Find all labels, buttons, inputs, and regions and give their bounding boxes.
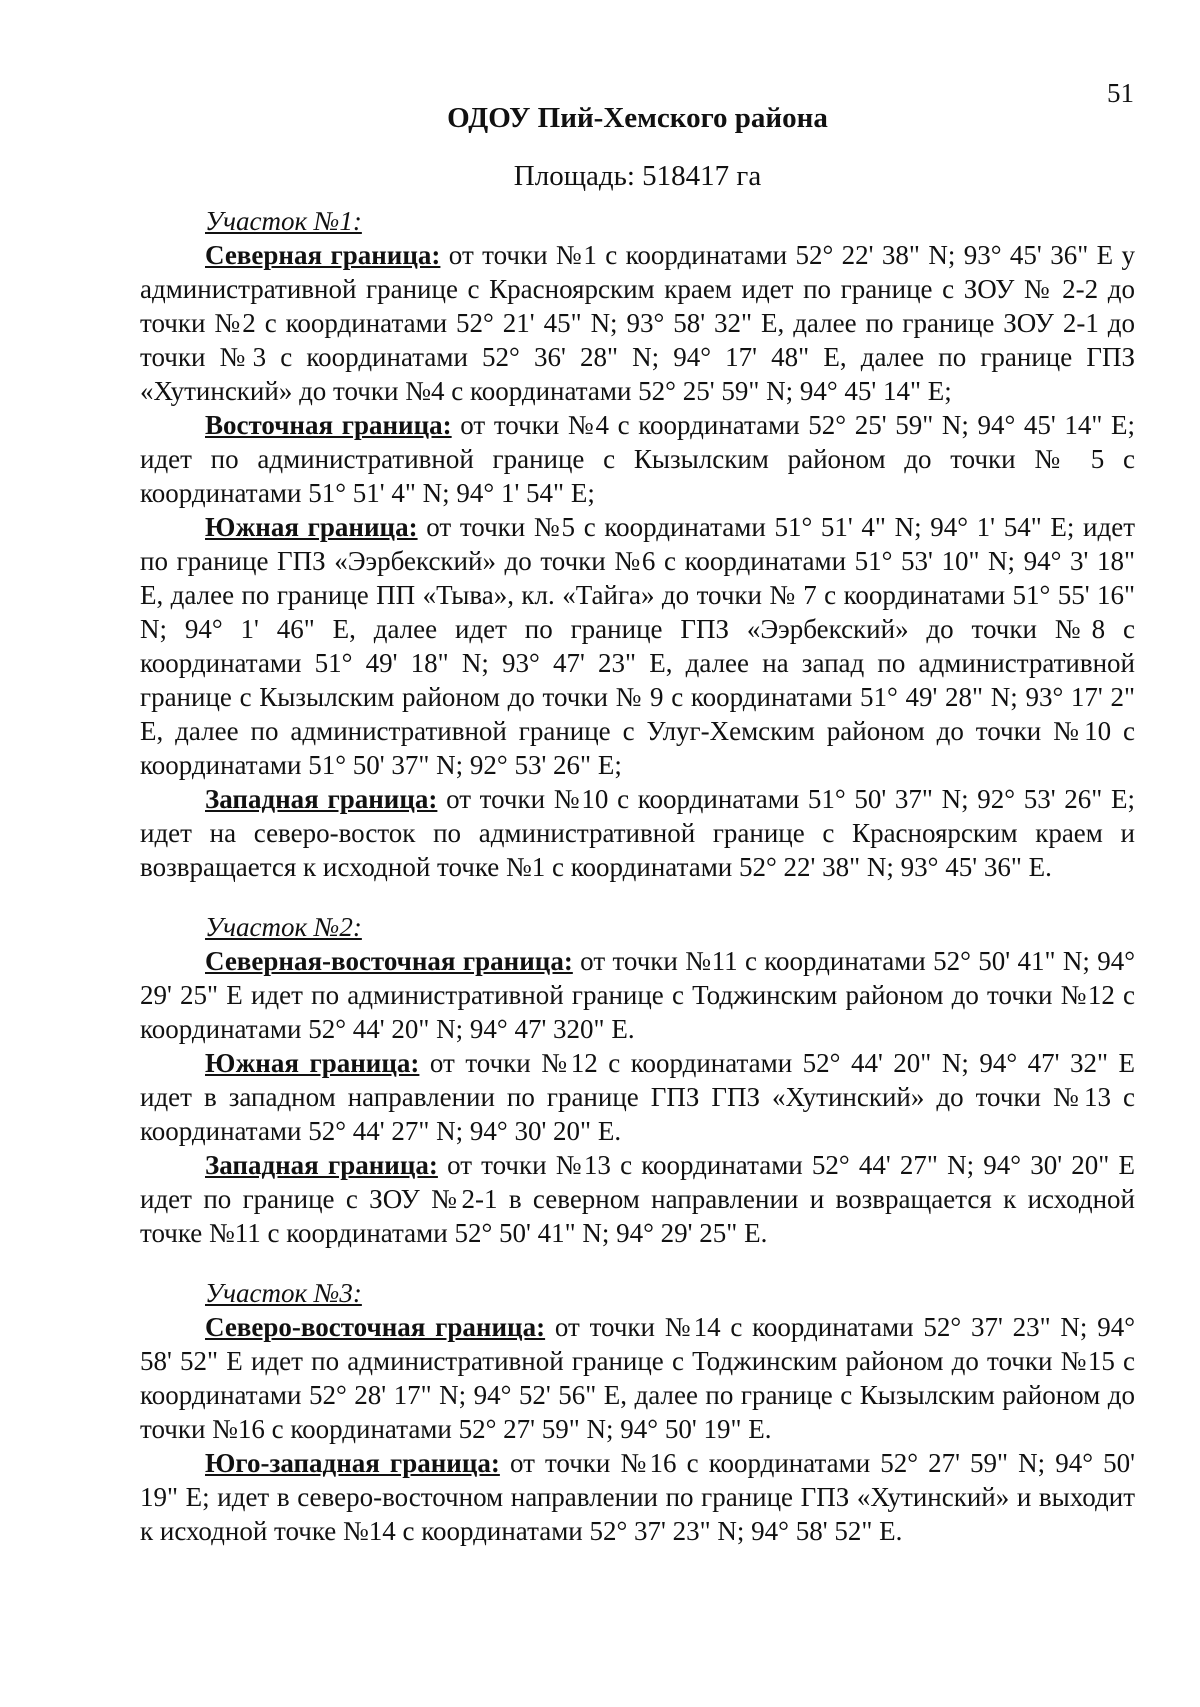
boundary-text: от точки №5 с координатами 51° 51' 4" N; 94° 1' 54" E; идет по границе ГПЗ «Ээрбекский» до точки №6 с координатами 51° 53' 10" N; 94° 3' 18" E, далее по границе ПП «Тыва», кл. «Тайга» до точки № 7 с координатами 51° 55' 16" N; 94° 1' 46" E, далее идет по границе ГПЗ «Ээрбекский» до точки №8 с координатами 51° 49' 18" N; 93° 47' 23" E, далее на запад по административной границе с Кызылским районом до точки № 9 с координатами 51° 49' 28" N; 93° 17' 2" E, далее по административной границе с Улуг-Хемским районом до точки №10 с координатами 51° 50' 37" N; 92° 53' 26" E; — [140, 512, 1135, 780]
document-title: ОДОУ Пий-Хемского района — [447, 102, 828, 134]
boundary-heading: Северная граница: — [205, 240, 441, 270]
boundary-text: от точки №16 с координатами 52° 27' 59" N; 94° 50' 19" E; идет в северо-восточном направлении по границе ГПЗ «Хутинский» и выходит к исходной точке №14 с координатами 52° 37' 23" N; 94° 58' 52" E. — [140, 1448, 1135, 1546]
section-plot-1 — [140, 204, 1135, 884]
document-header — [140, 98, 1135, 198]
boundary-text: от точки №14 с координатами 52° 37' 23" N; 94° 58' 52" E идет по административной границе с Тоджинским районом до точки №15 с координатами 52° 28' 17" N; 94° 52' 56" E, далее по границе с Кызылским районом до точки №16 с координатами 52° 27' 59" N; 94° 50' 19" E. — [140, 1312, 1135, 1444]
boundary-heading: Восточная граница: — [205, 410, 452, 440]
boundary-heading: Западная граница: — [205, 1150, 438, 1180]
boundary-text: от точки №4 с координатами 52° 25' 59" N; 94° 45' 14" E; идет по административной границе с Кызылским районом до точки № 5 с координатами 51° 51' 4" N; 94° 1' 54" E; — [140, 410, 1135, 508]
area-line: Площадь: 518417 га — [513, 160, 762, 192]
boundary-paragraph — [140, 1148, 1135, 1250]
boundary-paragraph — [140, 944, 1135, 1046]
boundary-paragraph — [140, 1446, 1135, 1548]
section-plot-3 — [140, 1276, 1135, 1548]
section-plot-2 — [140, 910, 1135, 1250]
boundary-heading: Северная-восточная граница: — [205, 946, 573, 976]
boundary-text: от точки №13 с координатами 52° 44' 27" N; 94° 30' 20" E идет по границе с ЗОУ №2-1 в северном направлении и возвращается к исходной точке №11 с координатами 52° 50' 41" N; 94° 29' 25" E. — [140, 1150, 1135, 1248]
boundary-paragraph — [140, 238, 1135, 408]
boundary-paragraph — [140, 782, 1135, 884]
boundary-paragraph — [140, 1046, 1135, 1148]
boundary-text: от точки №11 с координатами 52° 50' 41" N; 94° 29' 25" E идет по административной границе с Тоджинским районом до точки №12 с координатами 52° 44' 20" N; 94° 47' 320" E. — [140, 946, 1135, 1044]
section-title: Участок №3: — [205, 1278, 362, 1308]
section-title: Участок №2: — [205, 912, 362, 942]
boundary-heading: Северо-восточная граница: — [205, 1312, 546, 1342]
section-title: Участок №1: — [205, 206, 362, 236]
boundary-text: от точки №10 с координатами 51° 50' 37" N; 92° 53' 26" E; идет на северо-восток по административной границе с Красноярским краем и возвращается к исходной точке №1 с координатами 52° 22' 38" N; 93° 45' 36" E. — [140, 784, 1135, 882]
boundary-heading: Юго-западная граница: — [205, 1448, 500, 1478]
boundary-paragraph — [140, 510, 1135, 782]
boundary-heading: Южная граница: — [205, 1048, 420, 1078]
boundary-heading: Южная граница: — [205, 512, 418, 542]
page-number: 51 — [1107, 78, 1134, 108]
boundary-paragraph — [140, 408, 1135, 510]
boundary-text: от точки №12 с координатами 52° 44' 20" N; 94° 47' 32" E идет в западном направлении по границе ГПЗ ГПЗ «Хутинский» до точки №13 с координатами 52° 44' 27" N; 94° 30' 20" E. — [140, 1048, 1135, 1146]
document-body — [140, 204, 1135, 1548]
boundary-paragraph — [140, 1310, 1135, 1446]
boundary-text: от точки №1 с координатами 52° 22' 38" N; 93° 45' 36" E у административной границе с Красноярским краем идет по границе с ЗОУ № 2-2 до точки №2 с координатами 52° 21' 45" N; 93° 58' 32" E, далее по границе ЗОУ 2-1 до точки №3 с координатами 52° 36' 28" N; 94° 17' 48" E, далее по границе ГПЗ «Хутинский» до точки №4 с координатами 52° 25' 59" N; 94° 45' 14" E; — [140, 240, 1136, 406]
boundary-heading: Западная граница: — [205, 784, 438, 814]
